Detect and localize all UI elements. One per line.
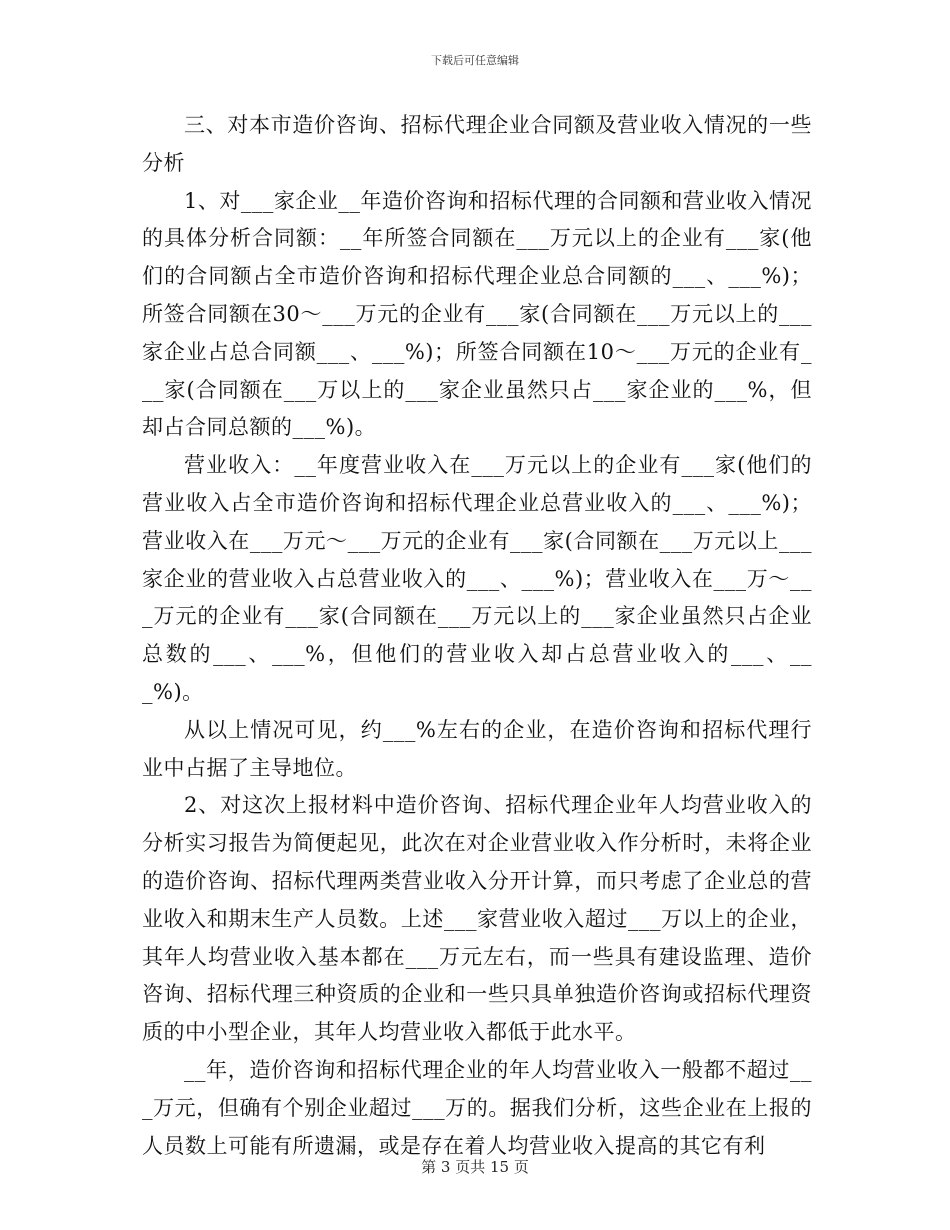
page-number-footer: 第 3 页共 15 页 bbox=[421, 1158, 529, 1176]
document-body bbox=[142, 107, 812, 1165]
contract-amount-paragraph: 1、对___家企业__年造价咨询和招标代理的合同额和营业收入情况的具体分析合同额：__年所签合同额在___万元以上的企业有___家(他们的合同额占全市造价咨询和招标代理企业总合同额的___、___%)；所签合同额在30～___万元的企业有___家(合同额在___万元以上的___家企业占总合同额___、___%)；所签合同额在10～___万元的企业有___家(合同额在___万以上的___家企业虽然只占___家企业的___%，但却占合同总额的___%)。 bbox=[142, 188, 812, 440]
conclusion-paragraph: 从以上情况可见，约___%左右的企业，在造价咨询和招标代理行业中占据了主导地位。 bbox=[142, 717, 812, 780]
section-heading-paragraph: 三、对本市造价咨询、招标代理企业合同额及营业收入情况的一些分析 bbox=[142, 113, 812, 175]
per-capita-analysis-paragraph: 2、对这次上报材料中造价咨询、招标代理企业年人均营业收入的分析实习报告为简便起见，此次在对企业营业收入作分析时，未将企业的造价咨询、招标代理两类营业收入分开计算，而只考虑了企业总的营业收入和期末生产人员数。上述___家营业收入超过___万以上的企业，其年人均营业收入基本都在___万元左右，而一些具有建设监理、造价咨询、招标代理三种资质的企业和一些只具单独造价咨询或招标代理资质的中小型企业，其年人均营业收入都低于此水平。 bbox=[142, 793, 812, 1045]
revenue-paragraph: 营业收入：__年度营业收入在___万元以上的企业有___家(他们的营业收入占全市造价咨询和招标代理企业总营业收入的___、___%)；营业收入在___万元～___万元的企业有___家(合同额在___万元以上___家企业的营业收入占总营业收入的___、___%)；营业收入在___万～___万元的企业有___家(合同额在___万元以上的___家企业虽然只占企业总数的___、___%，但他们的营业收入却占总营业收入的___、___%)。 bbox=[142, 453, 812, 704]
per-capita-limit-paragraph: __年，造价咨询和招标代理企业的年人均营业收入一般都不超过___万元，但确有个别企业超过___万的。据我们分析，这些企业在上报的人员数上可能有所遗漏，或是存在着人均营业收入提高的其它有利 bbox=[142, 1057, 812, 1158]
page-header-note: 下载后可任意编辑 bbox=[431, 54, 519, 67]
